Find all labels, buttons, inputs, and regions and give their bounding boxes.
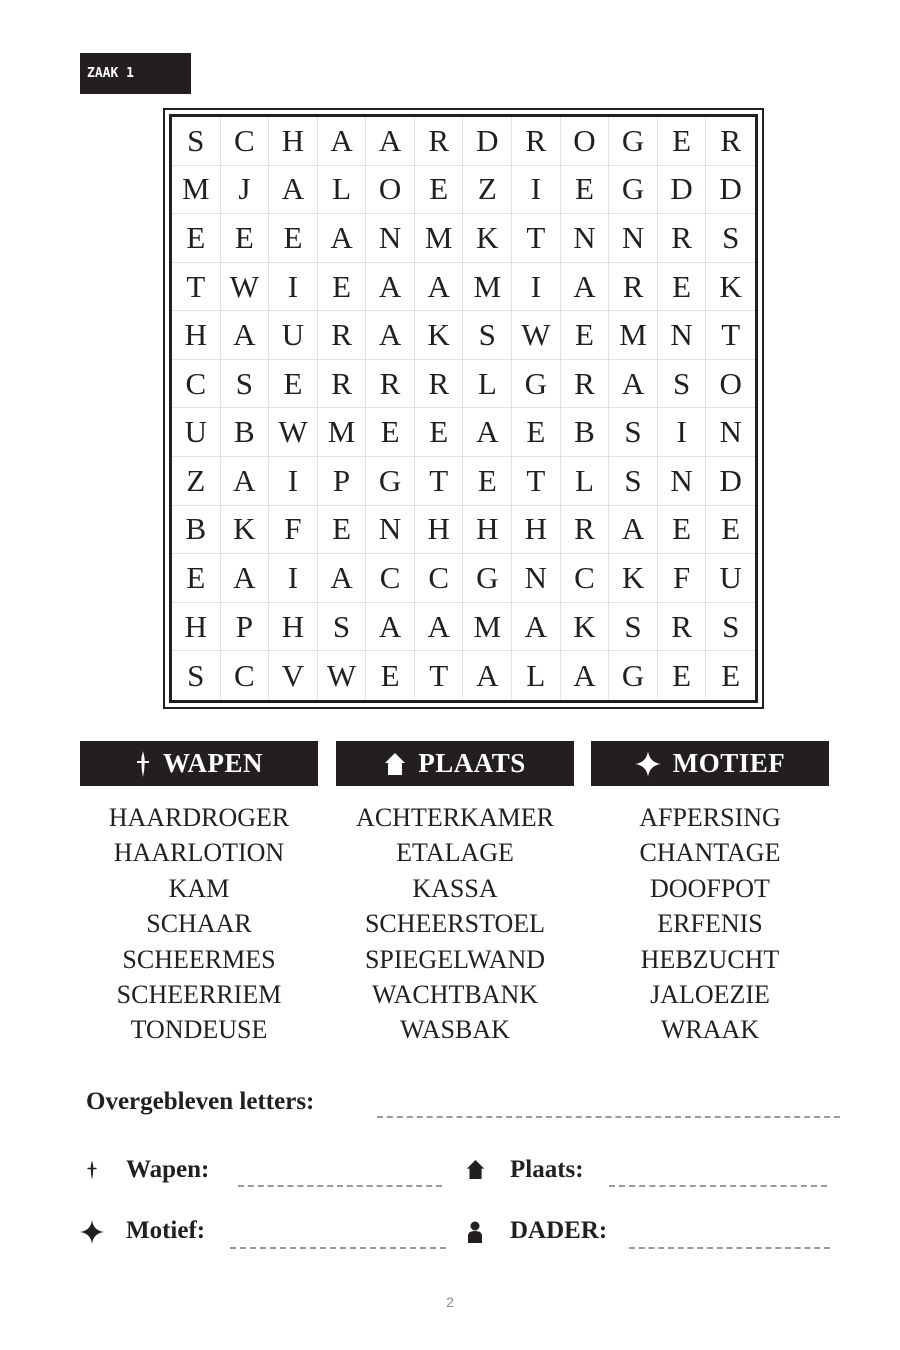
grid-cell[interactable]: H — [463, 506, 512, 555]
grid-cell[interactable]: I — [269, 554, 318, 603]
grid-cell[interactable]: I — [512, 263, 561, 312]
grid-cell[interactable]: C — [415, 554, 464, 603]
grid-cell[interactable]: K — [463, 214, 512, 263]
grid-cell[interactable]: G — [512, 360, 561, 409]
grid-cell[interactable]: P — [318, 457, 367, 506]
grid-cell[interactable]: E — [415, 408, 464, 457]
grid-cell[interactable]: N — [512, 554, 561, 603]
grid-cell[interactable]: S — [221, 360, 270, 409]
category-title: WAPEN — [162, 748, 263, 778]
motive-answer-field[interactable] — [230, 1247, 446, 1249]
grid-cell[interactable]: A — [609, 506, 658, 555]
grid-cell[interactable]: A — [269, 166, 318, 215]
grid-cell[interactable]: E — [366, 651, 415, 700]
category-title: PLAATS — [418, 748, 526, 778]
grid-cell[interactable]: C — [561, 554, 610, 603]
grid-cell[interactable]: A — [415, 603, 464, 652]
star-icon — [80, 1220, 104, 1244]
grid-cell[interactable]: R — [706, 117, 755, 166]
grid-cell[interactable]: M — [463, 603, 512, 652]
grid-cell[interactable]: S — [706, 603, 755, 652]
word-list-motief — [591, 800, 829, 1048]
word-item: KASSA — [412, 873, 498, 903]
word-item: ETALAGE — [396, 838, 514, 868]
place-answer-field[interactable] — [609, 1185, 827, 1187]
grid-cell[interactable]: C — [366, 554, 415, 603]
grid-cell[interactable]: R — [512, 117, 561, 166]
grid-cell[interactable]: N — [609, 214, 658, 263]
leftover-letters-field[interactable] — [377, 1116, 840, 1118]
grid-cell[interactable]: L — [318, 166, 367, 215]
word-item: SCHEERRIEM — [116, 980, 282, 1010]
category-header-wapen — [80, 741, 318, 786]
grid-cell[interactable]: B — [172, 506, 221, 555]
word-item: AFPERSING — [639, 803, 781, 832]
grid-cell[interactable]: S — [318, 603, 367, 652]
grid-cell[interactable]: O — [706, 360, 755, 409]
grid-cell[interactable]: K — [706, 263, 755, 312]
page-number: 2 — [446, 1294, 454, 1310]
grid-cell[interactable]: U — [706, 554, 755, 603]
word-item: WASBAK — [400, 1015, 510, 1045]
grid-cell[interactable]: W — [512, 311, 561, 360]
grid-cell[interactable]: H — [172, 311, 221, 360]
grid-cell[interactable]: E — [172, 554, 221, 603]
grid-cell[interactable]: N — [658, 457, 707, 506]
grid-cell[interactable]: N — [658, 311, 707, 360]
category-header-plaats — [336, 741, 574, 786]
grid-cell[interactable]: E — [658, 506, 707, 555]
grid-cell[interactable]: K — [415, 311, 464, 360]
grid-cell[interactable]: F — [658, 554, 707, 603]
grid-cell[interactable]: A — [318, 214, 367, 263]
grid-cell[interactable]: R — [415, 117, 464, 166]
grid-cell[interactable]: B — [561, 408, 610, 457]
grid-cell[interactable]: V — [269, 651, 318, 700]
word-item: HAARLOTION — [113, 838, 285, 868]
grid-cell[interactable]: A — [561, 263, 610, 312]
grid-cell[interactable]: A — [318, 117, 367, 166]
grid-cell[interactable]: R — [658, 214, 707, 263]
word-item: SPIEGELWAND — [364, 944, 546, 974]
grid-cell[interactable]: D — [706, 457, 755, 506]
grid-cell[interactable]: Z — [172, 457, 221, 506]
word-item: JALOEZIE — [650, 980, 770, 1010]
grid-cell[interactable]: E — [658, 263, 707, 312]
grid-cell[interactable]: A — [366, 311, 415, 360]
star-icon — [635, 751, 661, 777]
grid-cell[interactable]: E — [658, 117, 707, 166]
grid-cell[interactable]: L — [561, 457, 610, 506]
grid-cell[interactable]: C — [172, 360, 221, 409]
grid-cell[interactable]: I — [512, 166, 561, 215]
word-item: HAARDROGER — [108, 803, 290, 832]
grid-cell[interactable]: D — [658, 166, 707, 215]
grid-cell[interactable]: M — [415, 214, 464, 263]
grid-cell[interactable]: E — [269, 214, 318, 263]
word-item: HEBZUCHT — [640, 944, 780, 974]
grid-cell[interactable]: W — [269, 408, 318, 457]
grid-cell[interactable]: S — [658, 360, 707, 409]
grid-cell[interactable]: T — [512, 214, 561, 263]
grid-cell[interactable]: T — [415, 457, 464, 506]
grid-cell[interactable]: E — [658, 651, 707, 700]
grid-cell[interactable]: G — [609, 117, 658, 166]
word-item: KAM — [168, 873, 230, 903]
grid-cell[interactable]: A — [221, 554, 270, 603]
grid-cell[interactable]: R — [609, 263, 658, 312]
grid-cell[interactable]: N — [561, 214, 610, 263]
word-item: DOOFPOT — [650, 873, 770, 903]
grid-cell[interactable]: I — [269, 263, 318, 312]
grid-cell[interactable]: O — [561, 117, 610, 166]
grid-cell[interactable]: F — [269, 506, 318, 555]
grid-cell[interactable]: E — [221, 214, 270, 263]
grid-cell[interactable]: R — [561, 360, 610, 409]
grid-cell[interactable]: M — [609, 311, 658, 360]
word-list-plaats — [336, 800, 574, 1048]
grid-cell[interactable]: A — [609, 360, 658, 409]
grid-cell[interactable]: K — [561, 603, 610, 652]
word-item: SCHEERMES — [122, 944, 276, 974]
grid-cell[interactable]: A — [561, 651, 610, 700]
grid-cell[interactable]: N — [366, 506, 415, 555]
word-item: TONDEUSE — [130, 1015, 268, 1045]
grid-cell[interactable]: E — [269, 360, 318, 409]
grid-cell[interactable]: H — [269, 117, 318, 166]
grid-cell[interactable]: E — [561, 311, 610, 360]
grid-cell[interactable]: E — [721, 657, 741, 693]
grid-cell[interactable]: A — [463, 651, 512, 700]
grid-cell[interactable]: W — [318, 651, 367, 700]
grid-cell[interactable]: P — [221, 603, 270, 652]
weapon-answer-field[interactable] — [238, 1185, 442, 1187]
grid-cell[interactable]: T — [706, 311, 755, 360]
grid-cell[interactable]: E — [172, 214, 221, 263]
word-list-wapen — [80, 800, 318, 1048]
place-answer-label: Plaats: — [510, 1156, 584, 1183]
grid-cell[interactable]: T — [512, 457, 561, 506]
grid-cell[interactable]: C — [221, 117, 270, 166]
grid-cell[interactable]: D — [463, 117, 512, 166]
house-icon — [466, 1159, 485, 1180]
grid-cell[interactable]: R — [366, 360, 415, 409]
category-header-motief — [591, 741, 829, 786]
grid-cell[interactable]: E — [318, 506, 367, 555]
grid-cell[interactable]: H — [172, 603, 221, 652]
leftover-letters-label: Overgebleven letters: — [86, 1088, 315, 1115]
grid-cell[interactable]: N — [366, 214, 415, 263]
grid-cell[interactable]: I — [269, 457, 318, 506]
grid-cell[interactable]: D — [706, 166, 755, 215]
grid-cell[interactable]: E — [706, 506, 755, 555]
grid-cell[interactable]: U — [269, 311, 318, 360]
weapon-answer-label: Wapen: — [126, 1156, 210, 1183]
grid-cell[interactable]: A — [221, 311, 270, 360]
word-search-grid — [169, 114, 758, 703]
grid-cell[interactable]: A — [318, 554, 367, 603]
grid-cell[interactable]: S — [609, 408, 658, 457]
grid-cell[interactable]: E — [463, 457, 512, 506]
grid-cell[interactable]: A — [366, 117, 415, 166]
word-item: ACHTERKAMER — [356, 803, 554, 832]
grid-cell[interactable]: A — [366, 263, 415, 312]
culprit-answer-label: DADER: — [510, 1217, 608, 1244]
grid-cell[interactable]: S — [172, 117, 221, 166]
case-label: ZAAK 1 — [80, 53, 191, 94]
grid-cell[interactable]: R — [658, 603, 707, 652]
grid-cell[interactable]: G — [463, 554, 512, 603]
grid-cell[interactable]: A — [366, 603, 415, 652]
grid-cell[interactable]: N — [706, 408, 755, 457]
house-icon — [384, 752, 406, 776]
grid-cell[interactable]: A — [221, 457, 270, 506]
grid-cell[interactable]: O — [366, 166, 415, 215]
grid-cell[interactable]: S — [706, 214, 755, 263]
grid-cell[interactable]: G — [609, 166, 658, 215]
grid-cell[interactable]: J — [221, 166, 270, 215]
grid-cell[interactable]: L — [512, 651, 561, 700]
grid-cell[interactable]: Z — [463, 166, 512, 215]
grid-cell[interactable]: E — [415, 166, 464, 215]
grid-cell[interactable]: C — [221, 651, 270, 700]
word-item: CHANTAGE — [639, 838, 781, 868]
grid-cell[interactable]: S — [172, 651, 221, 700]
motive-answer-label: Motief: — [126, 1217, 206, 1244]
grid-cell[interactable]: E — [561, 166, 610, 215]
grid-cell[interactable]: G — [366, 457, 415, 506]
grid-cell[interactable]: M — [172, 166, 221, 215]
grid-cell[interactable]: R — [318, 360, 367, 409]
grid-cell[interactable]: E — [512, 408, 561, 457]
grid-cell[interactable]: T — [415, 651, 464, 700]
grid-cell[interactable]: U — [172, 408, 221, 457]
culprit-answer-field[interactable] — [629, 1247, 830, 1249]
grid-cell[interactable]: R — [561, 506, 610, 555]
grid-cell[interactable]: K — [609, 554, 658, 603]
grid-cell[interactable]: T — [172, 263, 221, 312]
grid-cell[interactable]: I — [658, 408, 707, 457]
grid-cell[interactable]: H — [415, 506, 464, 555]
word-item: SCHEERSTOEL — [364, 909, 546, 939]
word-item: WACHTBANK — [371, 980, 539, 1010]
grid-cell[interactable]: K — [221, 506, 270, 555]
grid-cell[interactable]: M — [318, 408, 367, 457]
grid-cell[interactable]: H — [269, 603, 318, 652]
grid-cell[interactable]: W — [221, 263, 270, 312]
grid-cell[interactable]: H — [512, 506, 561, 555]
grid-cell[interactable]: E — [366, 408, 415, 457]
dagger-icon — [86, 1158, 98, 1182]
dagger-icon — [135, 751, 151, 777]
category-title: MOTIEF — [672, 748, 786, 778]
grid-cell[interactable]: M — [463, 263, 512, 312]
grid-cell[interactable]: A — [463, 408, 512, 457]
word-item: ERFENIS — [657, 909, 763, 939]
grid-cell[interactable]: L — [463, 360, 512, 409]
grid-cell[interactable]: A — [415, 263, 464, 312]
grid-cell[interactable]: R — [318, 311, 367, 360]
grid-cell[interactable]: R — [415, 360, 464, 409]
grid-cell[interactable]: A — [512, 603, 561, 652]
grid-cell[interactable]: G — [609, 651, 658, 700]
word-item: WRAAK — [660, 1015, 760, 1045]
word-item: SCHAAR — [146, 909, 252, 939]
grid-cell[interactable]: B — [221, 408, 270, 457]
person-icon — [466, 1221, 484, 1243]
grid-cell[interactable]: S — [463, 311, 512, 360]
grid-cell[interactable]: S — [609, 457, 658, 506]
grid-cell[interactable]: E — [318, 263, 367, 312]
word-search-frame — [163, 108, 764, 709]
grid-cell[interactable]: S — [609, 603, 658, 652]
